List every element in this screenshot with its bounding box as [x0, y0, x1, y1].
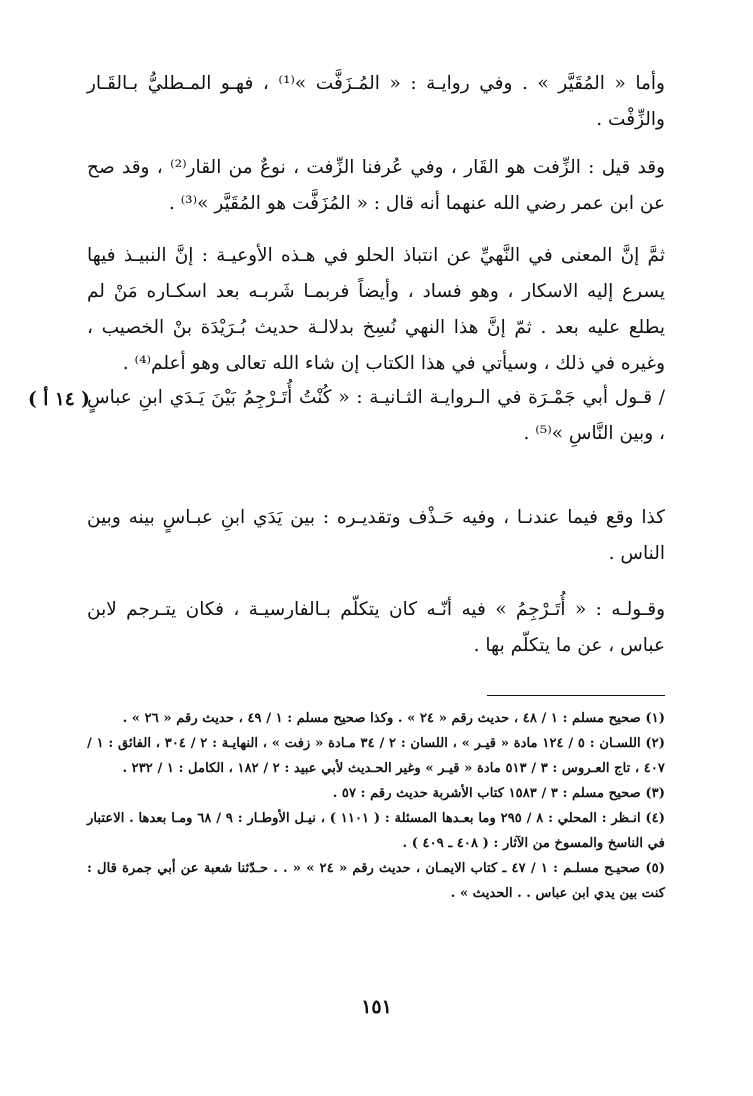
paragraph-abu-jamra: / قـول أبي جَمْـرَة في الـروايـة الثـانيـة : « كُنْتُ أُتَـرْجِمُ بَيْنَ يَـدَي ابنِ عباسٍ ، وبين النَّاسِ »⁽⁵⁾ .: [87, 387, 665, 444]
footnote-4: (٤) انـظر : المحلي : ٨ / ٢٩٥ وما بعـدها المسئلة : ( ١١٠١ ) ، نيـل الأوطـار : ٩ / ٦٨ ومـا بعدها . الاعتبار في الناسخ والمسوخ من الآثار : ( ٤٠٨ ـ ٤٠٩ ) .: [87, 811, 665, 851]
footnote-1: (١) صحيح مسلم : ١ / ٤٨ ، حديث رقم « ٢٤ » . وكذا صحيح مسلم : ١ / ٤٩ ، حديث رقم « ٢٦ » .: [122, 711, 665, 726]
footnote-5: (٥) صحيـح مسلـم : ١ / ٤٧ ـ كتاب الايمـان ، حديث رقم « ٢٤ » « . . حـدّثنا شعبة عن أبي جمرة قال : كنت بين يدي ابن عباس . . الحديث » .: [87, 861, 665, 901]
paragraph-zift: وقد قيل : الزِّفت هو القَار ، وفي عُرفنا الزِّفت ، نوعٌ من القار⁽²⁾ ، وقد صح عن ابن عمر رضي الله عنهما أنه قال : « المُزَفَّت هو المُقَيَّر »⁽³⁾ .: [87, 157, 666, 214]
body-paragraph: [87, 592, 665, 664]
body-paragraph: [87, 238, 665, 382]
manuscript-folio-ref: ( ١٤ أ ): [28, 389, 90, 410]
footnote-2: (٢) اللسـان : ٥ / ١٢٤ مادة « قيـر » ، اللسان : ٢ / ٣٤ مـادة « زفت » ، النهايـة : ٢ / ٣٠٤ ، الفائق : ١ / ٤٠٧ ، تاج العـروس : ٣ / ٥١٣ مادة « قيـر » وغير الحـديث لأبي عبيد : ٢ / ١٨٢ ، الكامل : ١ / ٢٣٢ .: [87, 736, 666, 776]
page-number: ١٥١: [361, 996, 392, 1018]
body-paragraph: [87, 500, 665, 572]
footnote-divider: [487, 695, 665, 696]
body-paragraph: [87, 150, 665, 222]
paragraph-hadhf: كذا وقع فيما عندنـا ، وفيه حَـذْف وتقديـره : بين يَدَي ابنِ عبـاسٍ بينه وبين الناس .: [87, 507, 665, 564]
body-paragraph: [87, 380, 665, 452]
paragraph-utarjim: وقـولـه : « أُتَـرْجِمُ » فيه أنّـه كان يتكلّم بـالفارسيـة ، فكان يتـرجم لابن عباس ، عن ما يتكلّم بها .: [87, 599, 665, 656]
paragraph-nahy-meaning: ثمَّ إنَّ المعنى في النَّهيِّ عن انتباذ الحلو في هـذه الأوعيـة : إنَّ النبيـذ فيها يسرع إليه الاسكار ، وهو فساد ، وأيضاً فربمـا شَربـه بعد اسكـاره مَنْ لم يطلع عليه بعد . ثمّ إنَّ هذا النهي نُسِخ بدلالـة حديث بُـرَيْدَة بنْ الخصيب ، وغيره في ذلك ، وسيأتي في هذا الكتاب إن شاء الله تعالى وهو أعلم⁽⁴⁾ .: [87, 245, 665, 374]
footnote-3: (٣) صحيح مسلم : ٣ / ١٥٨٣ كتاب الأشربة حديث رقم : ٥٧ .: [332, 786, 665, 801]
footnotes: [87, 706, 665, 906]
paragraph-muqayyar: وأما « المُقَيَّر » . وفي روايـة : « المُـزَفَّت »⁽¹⁾ ، فهـو المـطليُّ بـالقَـار والزِّفْت .: [87, 73, 665, 130]
body-paragraph: [87, 66, 665, 138]
